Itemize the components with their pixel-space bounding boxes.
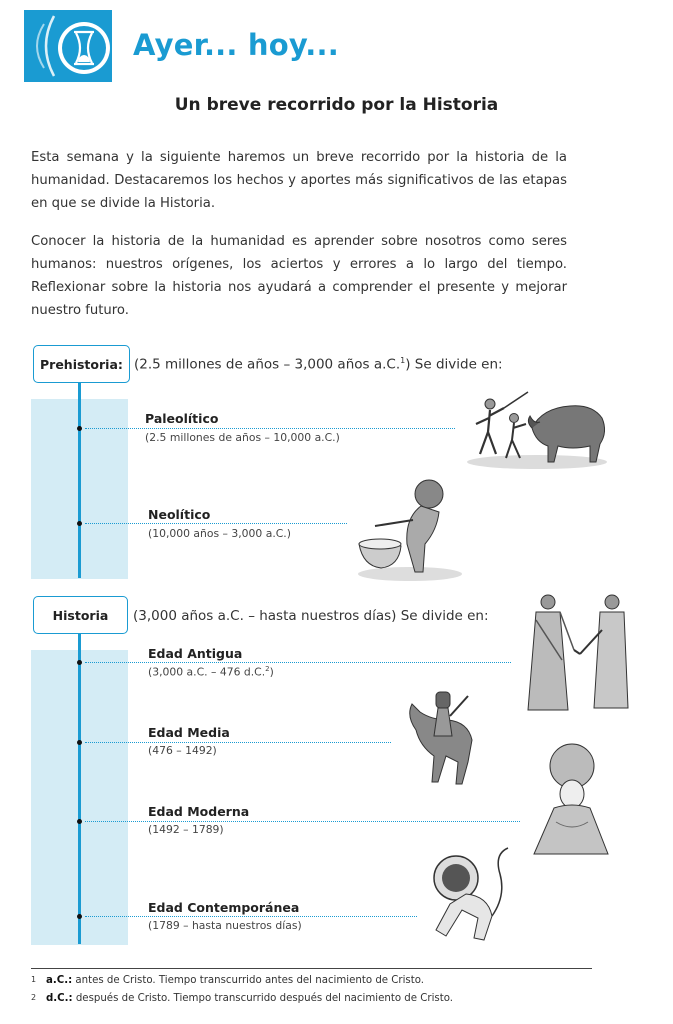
era-contemporanea: Edad Contemporánea (148, 900, 300, 915)
footnote-divider (31, 968, 592, 969)
era-paleolitico-range: (2.5 millones de años – 10,000 a.C.) (145, 431, 340, 444)
astronaut-illustration (422, 844, 518, 950)
era-neolitico-range: (10,000 años – 3,000 a.C.) (148, 527, 291, 540)
page-subtitle: Un breve recorrido por la Historia (174, 95, 499, 115)
footnote-2: 2 d.C.: después de Cristo. Tiempo transcurrido después del nacimiento de Cristo. (31, 993, 453, 1004)
prehistoria-box: Prehistoria: (33, 345, 130, 383)
intro-paragraph-1: Esta semana y la siguiente haremos un breve recorrido por la historia de la humanidad. Destacaremos los hechos y aportes más significativos de las etapas en que se divide la Historia. (31, 150, 567, 211)
era-media-range: (476 – 1492) (148, 744, 217, 757)
era-moderna-range: (1492 – 1789) (148, 823, 224, 836)
era-contemporanea-range: (1789 – hasta nuestros días) (148, 919, 302, 932)
knight-horse-illustration (402, 686, 480, 788)
neolithic-farmer-illustration (355, 474, 465, 582)
timeline-connector (85, 523, 347, 524)
historia-box: Historia (33, 596, 128, 634)
ancient-romans-illustration (522, 590, 642, 718)
era-antigua: Edad Antigua (148, 646, 243, 661)
baroque-lady-illustration (528, 742, 614, 860)
intro-paragraph-2: Conocer la historia de la humanidad es aprender sobre nosotros como seres humanos: nuestros orígenes, los aciertos y errores a lo largo del tiempo. Reflexionar sobre la historia nos ayudará a comprender el presente y mejorar nuestro futuro. (31, 234, 567, 318)
prehistoria-timeline (78, 383, 81, 578)
era-paleolitico: Paleolítico (145, 411, 219, 426)
timeline-dot (77, 740, 82, 745)
timeline-dot (77, 819, 82, 824)
historia-timeline (78, 633, 81, 944)
timeline-dot (77, 914, 82, 919)
timeline-connector (85, 821, 520, 822)
prehistoria-desc: (2.5 millones de años – 3,000 años a.C.$^1$) Se divide en: (134, 356, 503, 373)
era-media: Edad Media (148, 725, 230, 740)
footnote-1: 1 a.C.: antes de Cristo. Tiempo transcurrido antes del nacimiento de Cristo. (31, 975, 425, 986)
timeline-connector (85, 662, 511, 663)
hunters-bison-illustration (462, 388, 612, 470)
timeline-connector (85, 742, 391, 743)
timeline-connector (85, 916, 417, 917)
hourglass-globe-icon (24, 10, 112, 82)
era-neolitico: Neolítico (148, 507, 211, 522)
timeline-dot (77, 426, 82, 431)
historia-desc: (3,000 años a.C. – hasta nuestros días) Se divide en: (133, 608, 489, 624)
timeline-dot (77, 660, 82, 665)
era-antigua-range: (3,000 a.C. – 476 d.C.$^2$) (148, 665, 274, 679)
timeline-connector (85, 428, 455, 429)
era-moderna: Edad Moderna (148, 804, 250, 819)
page-title: Ayer... hoy... (133, 28, 339, 62)
timeline-dot (77, 521, 82, 526)
